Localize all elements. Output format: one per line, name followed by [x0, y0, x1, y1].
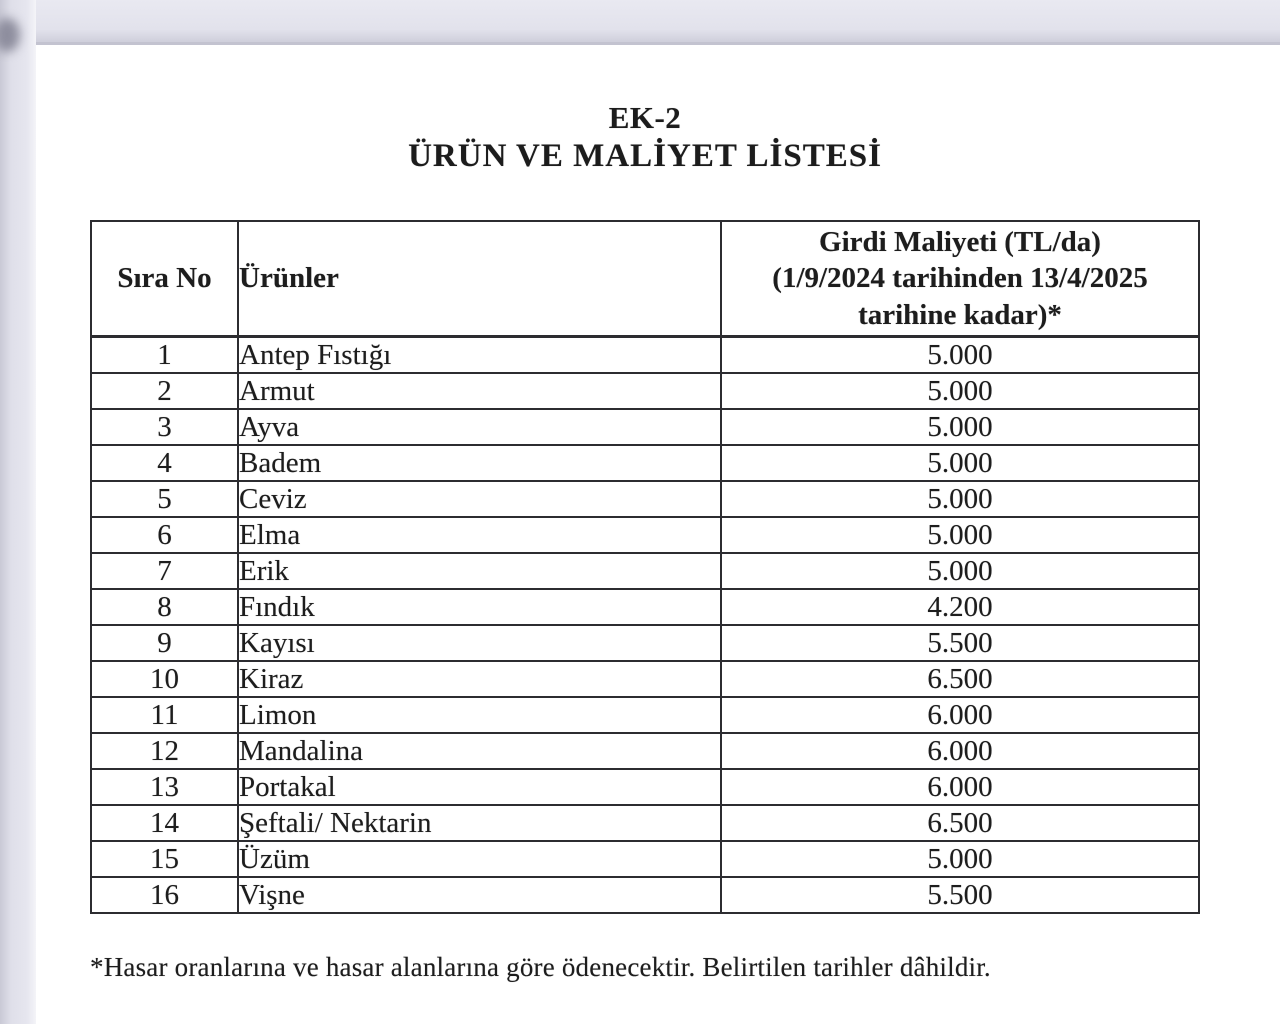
row-number-cell: 3: [91, 409, 238, 445]
cost-cell: 6.500: [721, 661, 1199, 697]
product-cell: Badem: [238, 445, 721, 481]
product-cell: Ceviz: [238, 481, 721, 517]
product-cell: Armut: [238, 373, 721, 409]
footnote: *Hasar oranlarına ve hasar alanlarına göre ödenecektir. Belirtilen tarihler dâhildir.: [90, 952, 991, 982]
header-sira-no: Sıra No: [91, 221, 238, 337]
product-cell: Mandalina: [238, 733, 721, 769]
cost-cell: 5.000: [721, 517, 1199, 553]
title-ek2: EK-2: [608, 100, 682, 135]
cost-cell: 6.000: [721, 733, 1199, 769]
scan-edge-left: [0, 0, 36, 1024]
row-number-cell: 1: [91, 337, 238, 374]
header-urunler: Ürünler: [238, 221, 721, 337]
row-number-cell: 4: [91, 445, 238, 481]
table-row: [91, 517, 1199, 553]
product-cell: Antep Fıstığı: [238, 337, 721, 374]
table-row: [91, 409, 1199, 445]
table-header-row: [91, 221, 1199, 337]
cost-cell: 4.200: [721, 589, 1199, 625]
table-row: [91, 697, 1199, 733]
row-number-cell: 14: [91, 805, 238, 841]
product-cell: Erik: [238, 553, 721, 589]
cost-cell: 5.000: [721, 337, 1199, 374]
cost-cell: 6.500: [721, 805, 1199, 841]
table-row: [91, 373, 1199, 409]
row-number-cell: 15: [91, 841, 238, 877]
cost-cell: 5.500: [721, 877, 1199, 913]
row-number-cell: 12: [91, 733, 238, 769]
header-cost-line-2: (1/9/2024 tarihinden 13/4/2025: [772, 262, 1148, 295]
product-cell: Kiraz: [238, 661, 721, 697]
row-number-cell: 16: [91, 877, 238, 913]
table-row: [91, 625, 1199, 661]
table-row: [91, 661, 1199, 697]
table-row: [91, 337, 1199, 374]
row-number-cell: 5: [91, 481, 238, 517]
table-row: [91, 553, 1199, 589]
product-cell: Vişne: [238, 877, 721, 913]
product-cell: Portakal: [238, 769, 721, 805]
table-row: [91, 805, 1199, 841]
cost-cell: 6.000: [721, 769, 1199, 805]
header-cost-line-1: Girdi Maliyeti (TL/da): [819, 226, 1101, 259]
product-cell: Şeftali/ Nektarin: [238, 805, 721, 841]
title-urun-maliyet-listesi: ÜRÜN VE MALİYET LİSTESİ: [408, 138, 882, 174]
cost-cell: 5.000: [721, 373, 1199, 409]
product-cell: Fındık: [238, 589, 721, 625]
product-cell: Üzüm: [238, 841, 721, 877]
header-cost-line-3: tarihine kadar)*: [858, 298, 1062, 331]
cost-cell: 5.500: [721, 625, 1199, 661]
cost-cell: 5.000: [721, 553, 1199, 589]
row-number-cell: 9: [91, 625, 238, 661]
cost-cell: 6.000: [721, 697, 1199, 733]
table-row: [91, 589, 1199, 625]
cost-table-body: [91, 337, 1199, 914]
table-row: [91, 733, 1199, 769]
table-row: [91, 481, 1199, 517]
row-number-cell: 13: [91, 769, 238, 805]
header-girdi-maliyeti: [721, 221, 1199, 337]
product-cell: Ayva: [238, 409, 721, 445]
product-cell: Limon: [238, 697, 721, 733]
cost-cell: 5.000: [721, 841, 1199, 877]
table-row: [91, 877, 1199, 913]
document-title: [90, 100, 1200, 175]
row-number-cell: 11: [91, 697, 238, 733]
table-row: [91, 445, 1199, 481]
cost-cell: 5.000: [721, 409, 1199, 445]
row-number-cell: 7: [91, 553, 238, 589]
row-number-cell: 6: [91, 517, 238, 553]
product-cell: Kayısı: [238, 625, 721, 661]
table-row: [91, 841, 1199, 877]
cost-table: [90, 220, 1200, 914]
row-number-cell: 10: [91, 661, 238, 697]
product-cell: Elma: [238, 517, 721, 553]
scan-edge-top: [0, 0, 1280, 45]
row-number-cell: 8: [91, 589, 238, 625]
cost-cell: 5.000: [721, 481, 1199, 517]
row-number-cell: 2: [91, 373, 238, 409]
table-row: [91, 769, 1199, 805]
cost-cell: 5.000: [721, 445, 1199, 481]
